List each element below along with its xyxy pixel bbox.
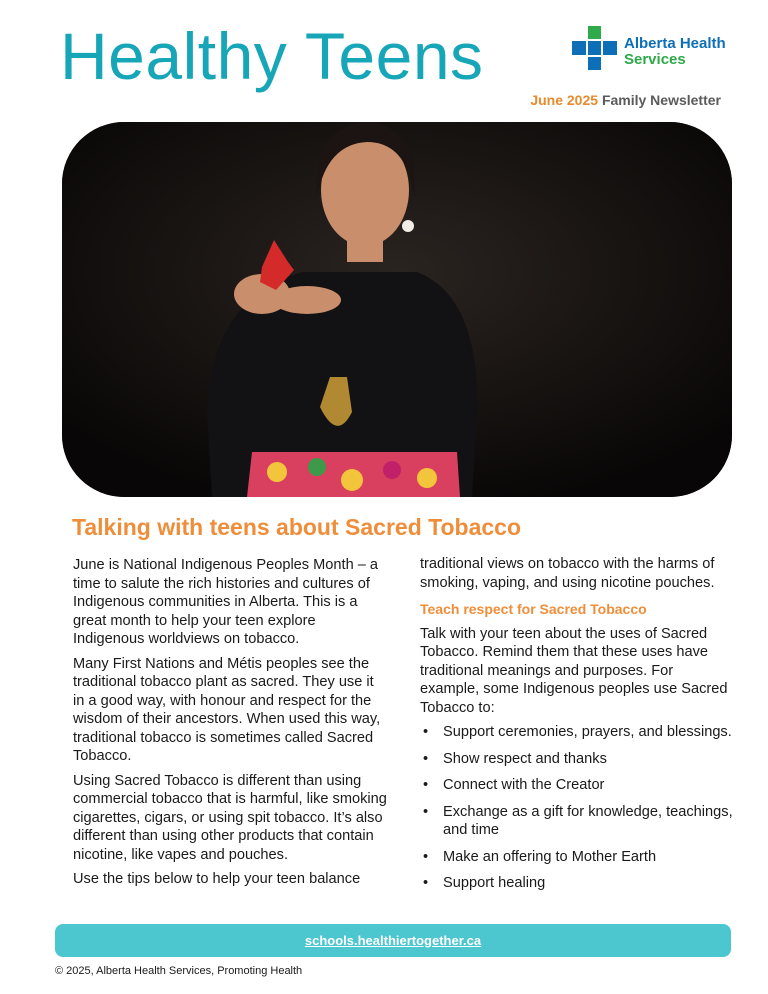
section-subhead: Teach respect for Sacred Tobacco (420, 601, 647, 617)
ahs-logo (572, 26, 732, 70)
list-item: • Support healing (420, 874, 736, 893)
list-item: • Exchange as a gift for knowledge, teachings, and time (420, 803, 736, 840)
logo-line-1: Alberta Health (624, 35, 726, 52)
ahs-cross-icon (572, 26, 618, 70)
issue-kind: Family Newsletter (601, 92, 721, 108)
footer-bar (55, 924, 731, 957)
list-item: • Show respect and thanks (420, 750, 736, 769)
list-item: • Support ceremonies, prayers, and blessings. (420, 723, 736, 742)
issue-month: June 2025 (530, 92, 599, 108)
paragraph-uses-intro: Talk with your teen about the uses of Sacred Tobacco. Remind them that these uses have traditional meanings and purposes. For example, some Indigenous peoples use Sacred Tobacco to: (420, 625, 728, 716)
paragraph-tips-continued: traditional views on tobacco with the harms of smoking, vaping, and using nicotine pouches. (420, 556, 715, 591)
logo-line-2: Services (624, 51, 686, 68)
uses-list (420, 723, 736, 893)
paragraph-sacred: Many First Nations and Métis peoples see the traditional tobacco plant as sacred. They use it in a good way, with honour and respect for the wisdom of their ancestors. When used this way, traditional tobacco is sometimes called Sacred Tobacco. (73, 655, 381, 764)
paragraph-intro: June is National Indigenous Peoples Month – a time to salute the rich histories and cultures of Indigenous communities in Alberta. This is a great month to help your teen explore Indigenous worldviews on tobacco. (73, 557, 379, 647)
issue-label (530, 92, 721, 108)
list-item: • Make an offering to Mother Earth (420, 848, 736, 867)
website-link[interactable]: schools.healthiertogether.ca (304, 933, 482, 948)
article-column-2 (420, 555, 736, 901)
paragraph-commercial: Using Sacred Tobacco is different than using commercial tobacco that is harmful, like smoking cigarettes, cigars, or using spit tobacco. It’s also different than using other products that contain nicotine, like vapes and pouches. (73, 772, 387, 863)
newsletter-title: Healthy Teens (60, 19, 484, 93)
article-column-1 (73, 556, 389, 895)
hero-photo (62, 122, 732, 497)
list-item: • Connect with the Creator (420, 776, 736, 795)
copyright-notice: © 2025, Alberta Health Services, Promoting Health (55, 965, 303, 977)
article-headline: Talking with teens about Sacred Tobacco (72, 514, 522, 540)
paragraph-tips-start: Use the tips below to help your teen balance (73, 871, 361, 887)
